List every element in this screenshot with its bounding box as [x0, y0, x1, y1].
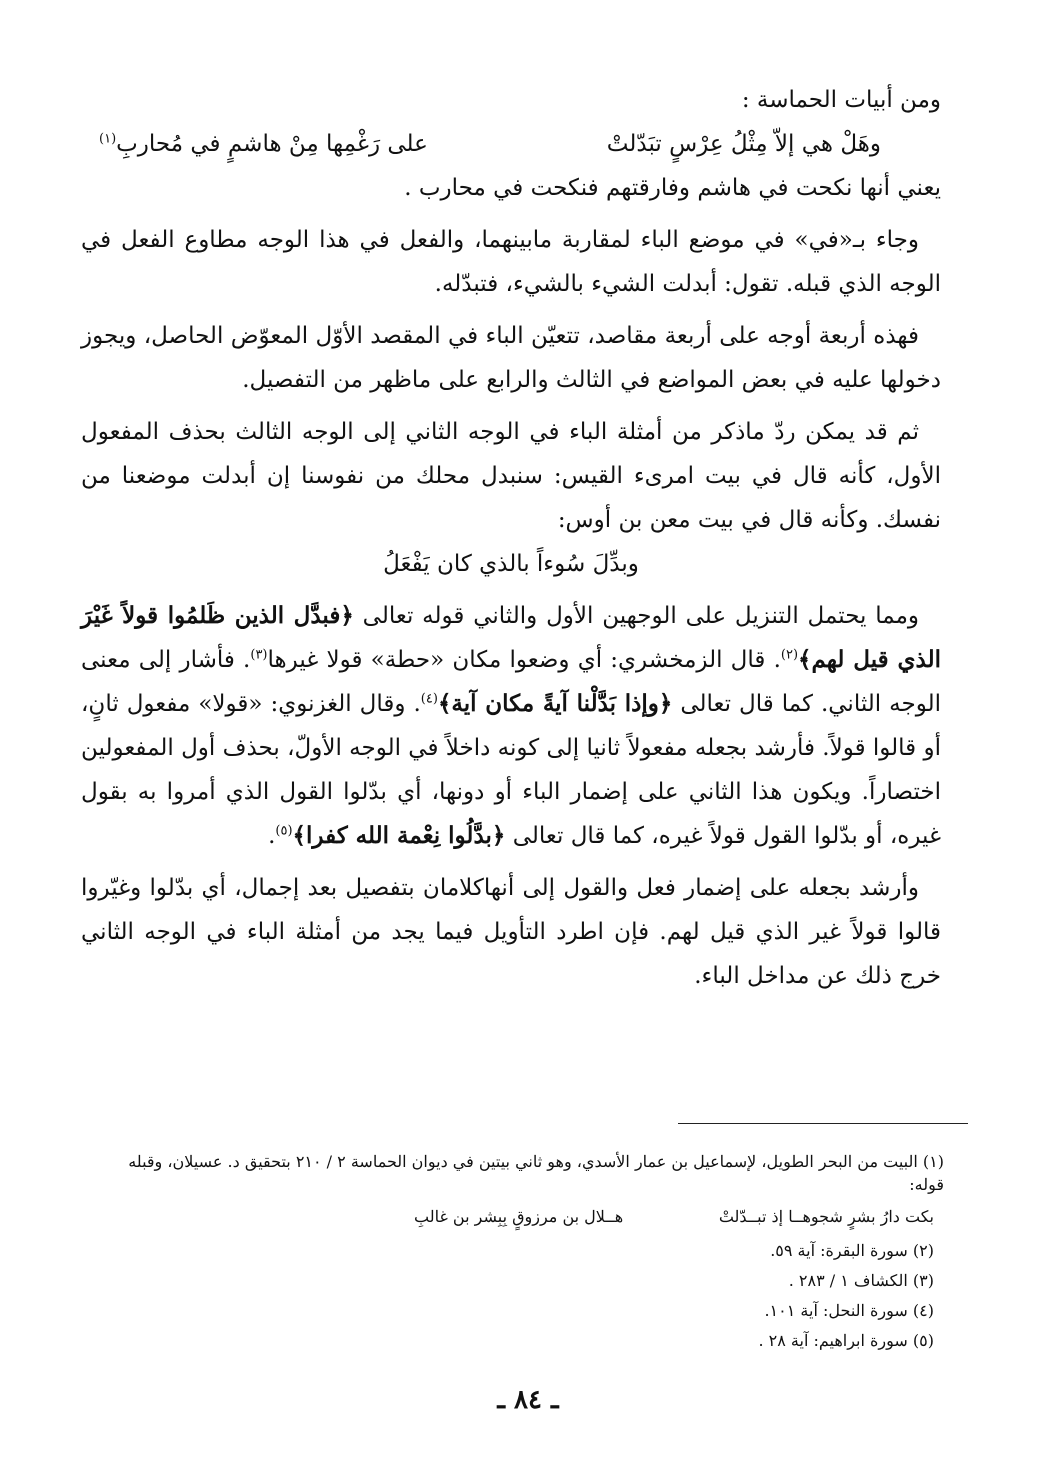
footnote-4: (٤) سورة النحل: آية ١٠١. [764, 1301, 934, 1320]
verse-second-hemistich-text: على رَغْمِها مِنْ هاشمٍ في مُحاربِ [116, 131, 428, 157]
p5-text-4: . وقال الغزنوي: «قولا» مفعول ثانٍ، أو قالوا قولاً. فأرشد بجعله مفعولاً ثانيا إلى كونه داخلاً في الوجه الأولّ، بحذف أول المفعولين اختصاراً. ويكون هذا الثاني على إضمار الباء أو دونها، أي بدّلوا القول الذي أمروا به بقول غيره، أو بدّلوا القول قولاً غيره، كما قال تعالى [81, 691, 941, 849]
footnote-ref-3: (٣) [250, 647, 268, 663]
p5-text-2: . قال الزمخشري: أي وضعوا مكان «حطة» قولا غيرها [267, 647, 781, 673]
footnote-1: (١) البيت من البحر الطويل، لإسماعيل بن عمار الأسدي، وهو ثاني بيتين في ديوان الحماسة ٢ / ٢١٠ بتحقيق د. عسيلان، وقبله قوله: [128, 1152, 944, 1194]
footnote-verse-first: بكت دارُ بشرٍ شجوهــا إذ تبــدّلتْ [718, 1207, 934, 1226]
footnote-verse-second: هــلال بن مرزوقٍ بِبِشر بن غالبِ [414, 1207, 624, 1226]
verse-hamasa [81, 122, 941, 166]
verse-maan-bin-aws: وبدِّلَ سُوءاً بالذي كان يَفْعَلُ [383, 551, 639, 577]
quran-quote-2: ﴿وإذا بَدَّلْنا آيةً مكان آية﴾ [437, 690, 673, 717]
footnote-3: (٣) الكشاف ١ / ٢٨٣ . [788, 1271, 934, 1290]
quran-quote-3: ﴿بدَّلُوا نِعْمة الله كفرا﴾ [292, 822, 506, 849]
main-text [81, 78, 941, 998]
paragraph-tanzil [81, 594, 941, 858]
footnote-2: (٢) سورة البقرة: آية ٥٩. [770, 1241, 934, 1260]
footnote-5: (٥) سورة ابراهيم: آية ٢٨ . [758, 1331, 934, 1350]
footnote-ref-1: (١) [99, 131, 117, 147]
paragraph-four-aspects: فهذه أربعة أوجه على أربعة مقاصد، تتعيّن الباء في المقصد الأوّل المعوّض الحاصل، ويجوز دخولها عليه في بعض المواضع في الثالث والرابع على ماظهر من التفصيل. [81, 323, 941, 393]
paragraph-imru-alqays: ثم قد يمكن ردّ ماذكر من أمثلة الباء في الوجه الثاني إلى الوجه الثالث بحذف المفعول الأول، كأنه قال في بيت امرىء القيس: سنبدل محلك من نفوسنا إن أبدلت موضعنا من نفسك. وكأنه قال في بيت معن بن أوس: [81, 419, 941, 533]
paragraph-fi-ba: وجاء بـ«في» في موضع الباء لمقاربة مابينهما، والفعل في هذا الوجه مطاوع الفعل في الوجه الذي قبله. تقول: أبدلت الشيء بالشيء، فتبدّله. [81, 227, 941, 297]
verse-first-hemistich: وهَلْ هي إلاّ مِثْلُ عِرْسٍ تبَدّلتْ [606, 131, 881, 157]
footnotes [104, 1150, 944, 1356]
p5-text-3: . فأشار إلى معنى الوجه الثاني. كما قال تعالى [81, 647, 941, 717]
poem-intro: ومن أبيات الحماسة : [741, 87, 941, 113]
footnote-ref-4: (٤) [420, 691, 438, 707]
footnote-separator [678, 1123, 968, 1124]
paragraph-conclusion: وأرشد بجعله على إضمار فعل والقول إلى أنهاكلامان بتفصيل بعد إجمال، أي بدّلوا وغيّروا قالوا قولاً غير الذي قيل لهم. فإن اطرد التأويل فيما يجد من أمثلة الباء في الوجه الثاني خرج ذلك عن مداخل الباء. [81, 875, 941, 989]
footnote-ref-5: (٥) [275, 823, 293, 839]
p5-text-1: ومما يحتمل التنزيل على الوجهين الأول والثاني قوله تعالى [353, 603, 920, 629]
page-number: ـ ٨٤ ـ [497, 1385, 559, 1415]
p5-text-5: . [268, 823, 276, 849]
quran-quote-1: ﴿فبدَّل الذين ظَلمُوا قولاً غَيْرَ الذي قيل لهم﴾ [81, 602, 941, 673]
verse-second-hemistich [81, 122, 428, 166]
footnote-verse [414, 1202, 944, 1232]
verse-explanation: يعني أنها نكحت في هاشم وفارقتهم فنكحت في محارب . [404, 175, 941, 201]
footnote-ref-2: (٢) [780, 647, 799, 663]
